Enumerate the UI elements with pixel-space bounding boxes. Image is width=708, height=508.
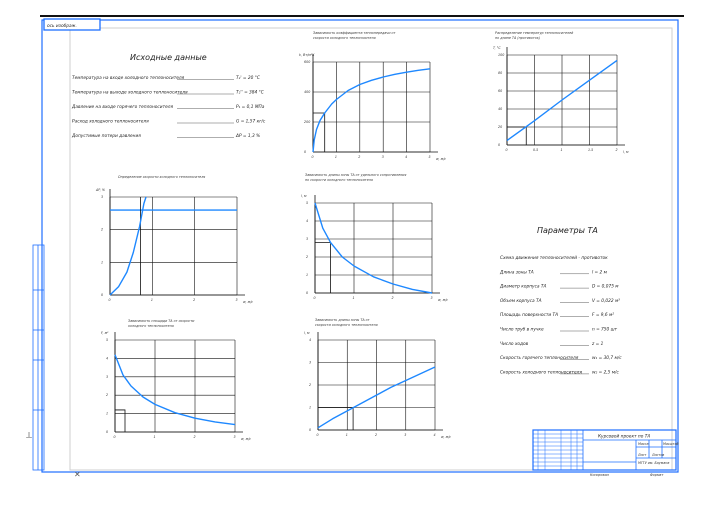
y-tick-label: 0 (304, 150, 307, 154)
chart-title: Зависимость длины зоны ТА от удельного сопротивления (305, 173, 407, 177)
chart-title: Определение скорости холодного теплоносителя (118, 175, 206, 179)
chart-title: скорости холодного теплоносителя (315, 323, 378, 327)
y-tick-label: 1 (101, 260, 104, 265)
tb-format: Формат (650, 473, 664, 477)
x-tick-label: 5 (428, 155, 431, 159)
x-tick-label: 1.5 (588, 148, 594, 152)
x-tick-label: 2 (193, 298, 196, 302)
row-value: z = 1 (592, 341, 604, 347)
tb-sheet: Лист (638, 453, 647, 457)
row-label: Длина зоны ТА (500, 270, 534, 276)
row-label: Число труб в пучке (500, 327, 544, 333)
y-tick-label: 3 (306, 237, 309, 241)
row-value: P₁ = 0,1 МПа (236, 105, 265, 110)
y-axis-label: k, Вт/м²К (299, 53, 315, 57)
row-label: Схема движения теплоносителей - противоток (500, 256, 608, 261)
row-label: Площадь поверхности ТА (500, 313, 559, 319)
row-label: Объем корпуса ТА (500, 298, 542, 304)
x-tick-label: 3 (381, 155, 384, 159)
x-tick-label: 3 (233, 435, 236, 439)
chart-title: по скорости холодного теплоносителя (305, 178, 373, 182)
initial-data-title: Исходные данные (130, 53, 207, 62)
y-tick-label: 1 (306, 273, 309, 277)
origin-cross-icon: ✕ (74, 470, 81, 479)
row-value: w₂ = 2,5 м/с (592, 370, 619, 376)
y-tick-label: 0 (306, 291, 309, 295)
row-label: Скорость горячего теплоносителя (500, 356, 579, 362)
row-label: Диаметр корпуса ТА (500, 284, 547, 290)
y-tick-label: 200 (304, 120, 311, 124)
x-axis-label: w, м/с (438, 298, 448, 302)
x-tick-label: 2 (193, 435, 196, 439)
row-label: Температура на входе холодного теплоносителя (72, 76, 185, 81)
y-tick-label: 4 (309, 338, 312, 342)
row-label: Расход холодного теплоносителя (72, 119, 149, 125)
tb-org: МГТУ им. Баумана (638, 461, 670, 465)
x-tick-label: 2 (375, 433, 378, 437)
x-tick-label: 1 (153, 435, 156, 439)
row-value: T₂' = 20 °C (236, 76, 260, 81)
row-value: w₁ = 30,7 м/с (592, 356, 622, 362)
x-axis-label: w, м/с (243, 300, 253, 304)
chart-title: скорости холодного теплоносителя (313, 36, 376, 40)
x-tick-label: 0 (505, 148, 508, 152)
tb-sheets: Листов (652, 453, 665, 457)
tb-mass: Масса (638, 442, 649, 446)
x-tick-label: 3 (430, 296, 433, 300)
y-axis-label: T, °C (493, 46, 501, 50)
y-tick-label: 3 (309, 360, 312, 365)
y-tick-label: 80 (498, 71, 503, 75)
x-tick-label: 1 (334, 155, 338, 159)
row-label: Допустимые потери давления (72, 134, 141, 139)
row-value: V = 0,022 м³ (592, 298, 620, 304)
chart-title: Зависимость площади ТА от скорости (128, 319, 195, 323)
view-tab-label: ось изображ. (47, 24, 77, 29)
x-tick-label: 1 (560, 148, 563, 152)
y-axis-label: l, м (304, 331, 310, 335)
row-label: Температура на выходе холодного теплоносителя (72, 90, 188, 96)
x-axis-label: w, м/с (241, 437, 251, 441)
x-tick-label: 2 (391, 296, 394, 300)
x-tick-label: 0 (113, 435, 116, 439)
parameters-title: Параметры ТА (537, 226, 598, 235)
x-tick-label: 0 (316, 433, 319, 437)
y-tick-label: 0 (498, 143, 501, 147)
x-axis-label: l, м (623, 150, 629, 154)
y-tick-label: 5 (306, 201, 309, 205)
tb-copied: Копировал (590, 473, 609, 477)
x-tick-label: 1 (345, 433, 348, 437)
y-axis-label: F, м² (101, 331, 109, 335)
y-tick-label: 2 (306, 255, 309, 259)
row-value: l = 2 м (592, 270, 607, 276)
row-value: n = 750 шт (592, 327, 618, 333)
y-tick-label: 3 (101, 195, 104, 199)
y-tick-label: 60 (498, 89, 503, 93)
chart-title: Распределение температур теплоносителей (495, 31, 574, 35)
y-tick-label: 2 (101, 227, 104, 232)
chart-title: Зависимость длины зоны ТА от (315, 318, 370, 322)
y-tick-label: 20 (498, 125, 503, 129)
row-label: Скорость холодного теплоносителя (500, 370, 582, 376)
x-tick-label: 0 (311, 155, 314, 159)
y-tick-label: 1 (309, 405, 312, 410)
y-tick-label: 4 (306, 219, 309, 223)
y-tick-label: 3 (106, 374, 109, 379)
x-tick-label: 4 (405, 155, 408, 159)
y-tick-label: 2 (106, 393, 109, 398)
y-tick-label: 100 (498, 53, 505, 57)
x-tick-label: 2 (615, 148, 618, 152)
drawing-name: Курсовой проект по ТА (598, 434, 651, 440)
y-tick-label: 0 (106, 430, 109, 434)
chart-title: Зависимость коэффициента теплопередачи от (313, 31, 396, 35)
chart-title: по длине ТА (противоток) (495, 36, 541, 40)
y-tick-label: 0 (101, 293, 104, 297)
y-tick-label: 1 (106, 411, 109, 416)
y-tick-label: 4 (106, 356, 109, 361)
y-tick-label: 400 (304, 90, 311, 94)
row-value: G = 1,57 кг/с (236, 119, 266, 125)
x-tick-label: 3 (404, 433, 407, 437)
y-tick-label: 0 (309, 428, 312, 432)
tb-scale: Масштаб (663, 442, 679, 446)
x-tick-label: 2 (358, 155, 361, 159)
row-label: Число ходов (500, 341, 529, 347)
row-value: D = 0,075 м (592, 284, 619, 290)
y-tick-label: 2 (309, 383, 312, 387)
y-axis-label: ΔP, % (96, 188, 106, 192)
row-value: F = 9,6 м² (592, 313, 614, 319)
x-axis-label: w, м/с (436, 157, 446, 161)
x-tick-label: 1 (150, 298, 153, 302)
x-tick-label: 0 (313, 296, 316, 300)
row-label: Давление на входе горячего теплоносителя (72, 105, 174, 110)
y-tick-label: 5 (106, 338, 109, 342)
row-value: ΔP = 1,3 % (236, 134, 261, 139)
row-value: T₂'' = 384 °C (236, 90, 264, 96)
chart-title: холодного теплоносителя (128, 324, 174, 328)
x-tick-label: 4 (433, 433, 436, 437)
x-tick-label: 0 (108, 298, 111, 302)
x-axis-label: w, м/с (441, 435, 451, 439)
x-tick-label: 1 (352, 296, 355, 300)
x-tick-label: 0.5 (533, 148, 539, 152)
y-tick-label: 600 (304, 60, 311, 64)
y-axis-label: l, м (301, 194, 307, 198)
origin-axis-icon: ⟂ (26, 431, 33, 441)
y-tick-label: 40 (498, 107, 503, 111)
x-tick-label: 3 (235, 298, 238, 302)
